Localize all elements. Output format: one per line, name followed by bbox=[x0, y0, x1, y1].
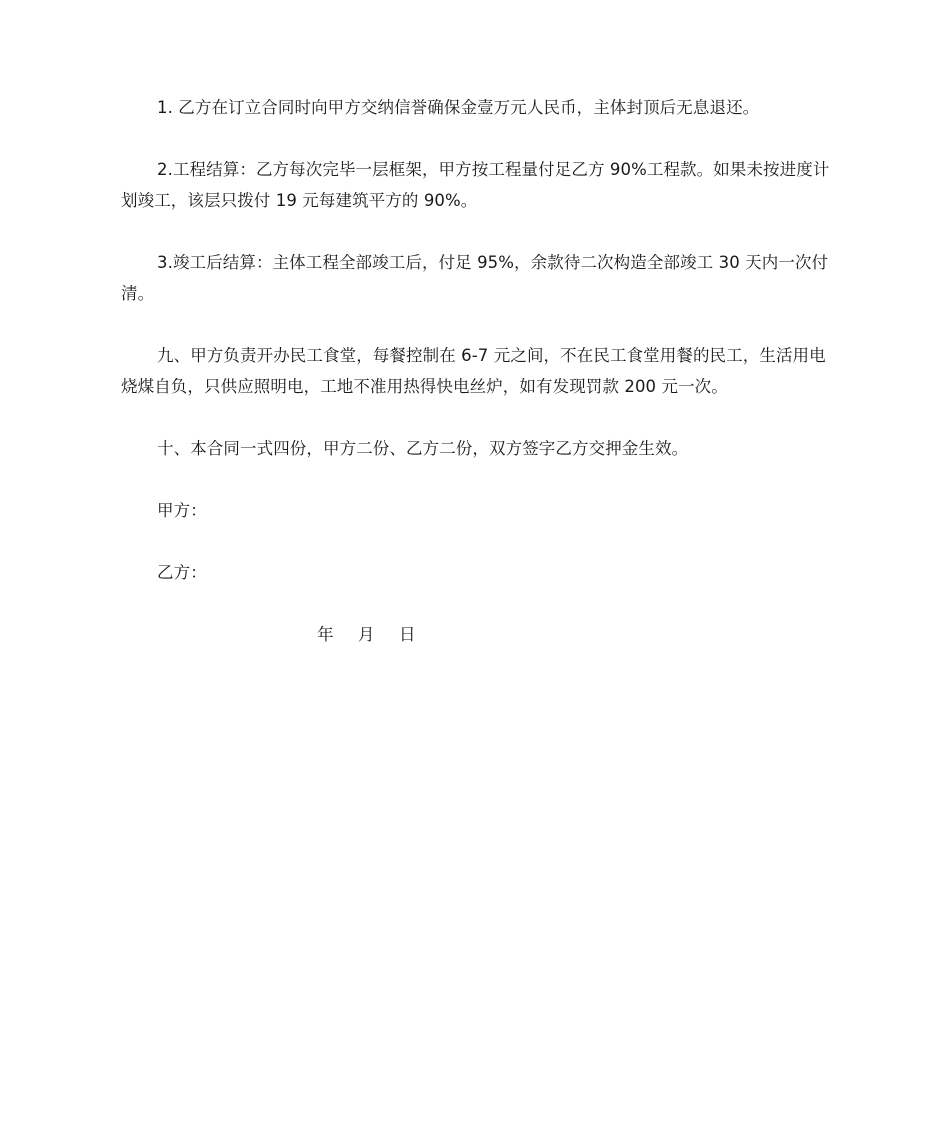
date-month-label: 月 bbox=[357, 625, 375, 644]
signature-party-b: 乙方： bbox=[157, 563, 207, 582]
document-body bbox=[121, 92, 831, 650]
clause-copies: 十、本合同一式四份，甲方二份、乙方二份，双方签字乙方交押金生效。 bbox=[157, 439, 689, 458]
clause-canteen: 九、甲方负责开办民工食堂，每餐控制在 6-7 元之间，不在民工食堂用餐的民工，生活用电烧煤自负，只供应照明电，工地不准用热得快电丝炉，如有发现罚款 200 元一次。 bbox=[121, 346, 826, 396]
date-year-label: 年 bbox=[317, 625, 334, 644]
clause-final-settlement: 3.竣工后结算：主体工程全部竣工后，付足 95%，余款待二次构造全部竣工 30 天内一次付清。 bbox=[121, 253, 829, 303]
date-day-label: 日 bbox=[398, 625, 416, 644]
clause-settlement: 2.工程结算：乙方每次完毕一层框架，甲方按工程量付足乙方 90%工程款。如果未按进度计划竣工，该层只拨付 19 元每建筑平方的 90%。 bbox=[121, 160, 830, 210]
clause-deposit: 1. 乙方在订立合同时向甲方交纳信誉确保金壹万元人民币，主体封顶后无息退还。 bbox=[157, 98, 760, 117]
signature-date bbox=[121, 619, 831, 650]
signature-party-a: 甲方： bbox=[157, 501, 207, 520]
